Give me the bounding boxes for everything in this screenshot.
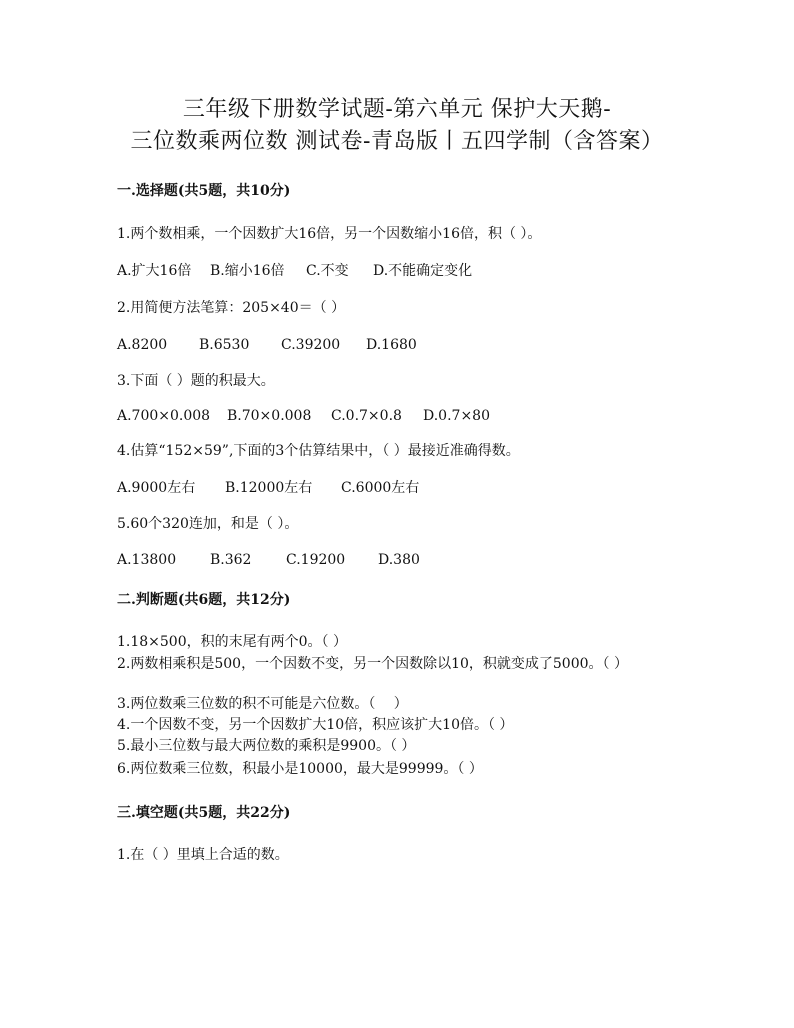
- judgement-item: 2.两数相乘积是500，一个因数不变，另一个因数除以10，积就变成了5000。（ ）: [117, 656, 628, 672]
- section-heading-choice: 一.选择题(共5题，共10分): [117, 183, 291, 199]
- question-options: [117, 335, 417, 355]
- question-options: [117, 478, 419, 498]
- option: C.6000左右: [341, 480, 420, 496]
- fill-in-item: 1.在（ ）里填上合适的数。: [117, 847, 289, 863]
- judgement-item: 5.最小三位数与最大两位数的乘积是9900。（ ）: [117, 738, 416, 754]
- option: B.缩小16倍: [210, 263, 285, 279]
- option: D.不能确定变化: [373, 263, 473, 279]
- section-heading-fill-in: 三.填空题(共5题，共22分): [117, 805, 291, 821]
- judgement-item: 6.两位数乘三位数，积最小是10000，最大是99999。（ ）: [117, 761, 483, 777]
- option: C.19200: [286, 552, 346, 568]
- option: C.0.7×0.8: [331, 408, 402, 424]
- option: B.362: [210, 552, 252, 568]
- question-stem: 2.用简便方法笔算：205×40＝（ ）: [117, 300, 346, 316]
- option: A.13800: [117, 552, 177, 568]
- question-stem: 3.下面（ ）题的积最大。: [117, 373, 275, 389]
- option: B.70×0.008: [227, 408, 312, 424]
- judgement-item: 1.18×500，积的末尾有两个0。（ ）: [117, 634, 347, 650]
- title-line-2: 三位数乘两位数 测试卷-青岛版丨五四学制（含答案）: [130, 129, 664, 154]
- option: A.8200: [117, 337, 168, 353]
- question-stem: 5.60个320连加，和是（ ）。: [117, 516, 299, 532]
- question-options: [117, 550, 420, 570]
- judgement-item: 3.两位数乘三位数的积不可能是六位数。（ ）: [117, 696, 408, 712]
- option: A.9000左右: [117, 480, 196, 496]
- question-stem: 1.两个数相乘，一个因数扩大16倍，另一个因数缩小16倍，积（ ）。: [117, 226, 542, 242]
- option: C.不变: [306, 263, 349, 279]
- section-heading-judgement: 二.判断题(共6题，共12分): [117, 592, 291, 608]
- option: D.1680: [366, 337, 417, 353]
- option: A.扩大16倍: [117, 263, 192, 279]
- option: B.12000左右: [225, 480, 313, 496]
- option: D.0.7×80: [423, 408, 490, 424]
- question-options: [117, 406, 490, 426]
- option: A.700×0.008: [117, 408, 211, 424]
- judgement-item: 4.一个因数不变，另一个因数扩大10倍，积应该扩大10倍。（ ）: [117, 717, 514, 733]
- question-stem: 4.估算“152×59”,下面的3个估算结果中，（ ）最接近准确得数。: [117, 443, 520, 459]
- option: C.39200: [281, 337, 341, 353]
- title-line-1: 三年级下册数学试题-第六单元 保护大天鹅-: [182, 97, 612, 122]
- question-options: [117, 261, 472, 281]
- option: D.380: [378, 552, 420, 568]
- option: B.6530: [199, 337, 250, 353]
